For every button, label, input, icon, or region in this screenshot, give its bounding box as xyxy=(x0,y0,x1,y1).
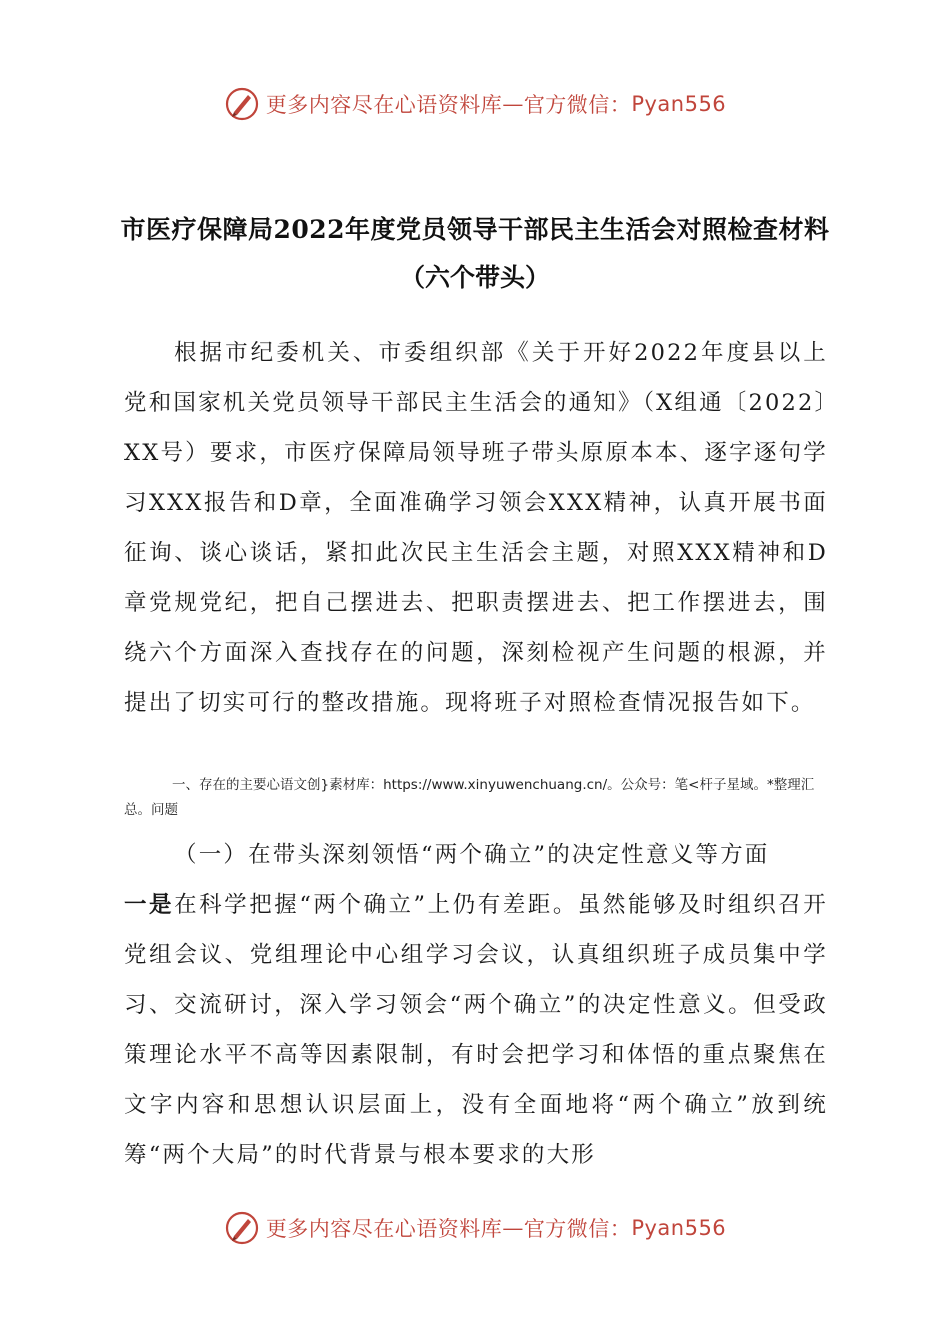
intro-paragraph: 根据市纪委机关、市委组织部《关于开好2022年度县以上党和国家机关党员领导干部民主生活会的通知》（X组通〔2022〕XX号）要求，市医疗保障局领导班子带头原原本本、逐字逐句学习XXX报告和D章，全面准确学习领会XXX精神，认真开展书面征询、谈心谈话，紧扣此次民主生活会主题，对照XXX精神和D章党规党纪，把自己摆进去、把职责摆进去、把工作摆进去，围绕六个方面深入查找存在的问题，深刻检视产生问题的根源，并提出了切实可行的整改措施。现将班子对照检查情况报告如下。 xyxy=(124,340,828,716)
banner-separator: — xyxy=(502,92,524,116)
banner-text: 更多内容尽在心语资料库 xyxy=(265,1217,503,1241)
document-subtitle: （六个带头） xyxy=(399,263,550,292)
section-subheading: （一）在带头深刻领悟“两个确立”的决定性意义等方面 xyxy=(174,842,770,868)
document-title: 市医疗保障局2022年度党员领导干部民主生活会对照检查材料 xyxy=(120,215,830,244)
point-paragraph xyxy=(124,880,828,1180)
banner-text: 更多内容尽在心语资料库 xyxy=(265,93,503,117)
footer-banner xyxy=(0,1208,950,1248)
banner-wechat-id: Pyan556 xyxy=(631,92,727,116)
banner-label: 官方微信： xyxy=(523,93,632,117)
pen-logo-icon xyxy=(224,86,260,122)
section-note: 一、存在的主要心语文创}素材库：https://www.xinyuwenchuang.cn/。公众号：笔<杆子星域。*整理汇总。问题 xyxy=(124,777,815,818)
banner-wechat-id: Pyan556 xyxy=(631,1216,727,1240)
banner-label: 官方微信： xyxy=(523,1217,632,1241)
point-body: 在科学把握“两个确立”上仍有差距。虽然能够及时组织召开党组会议、党组理论中心组学习会议，认真组织班子成员集中学习、交流研讨，深入学习领会“两个确立”的决定性意义。但受政策理论水平不高等因素限制，有时会把学习和体悟的重点聚焦在文字内容和思想认识层面上，没有全面地将“两个确立”放到统筹“两个大局”的时代背景与根本要求的大形 xyxy=(124,892,828,1168)
point-lead: 一是 xyxy=(124,892,175,918)
banner-separator: — xyxy=(502,1216,524,1240)
header-banner xyxy=(0,84,950,124)
pen-logo-icon xyxy=(224,1210,260,1246)
